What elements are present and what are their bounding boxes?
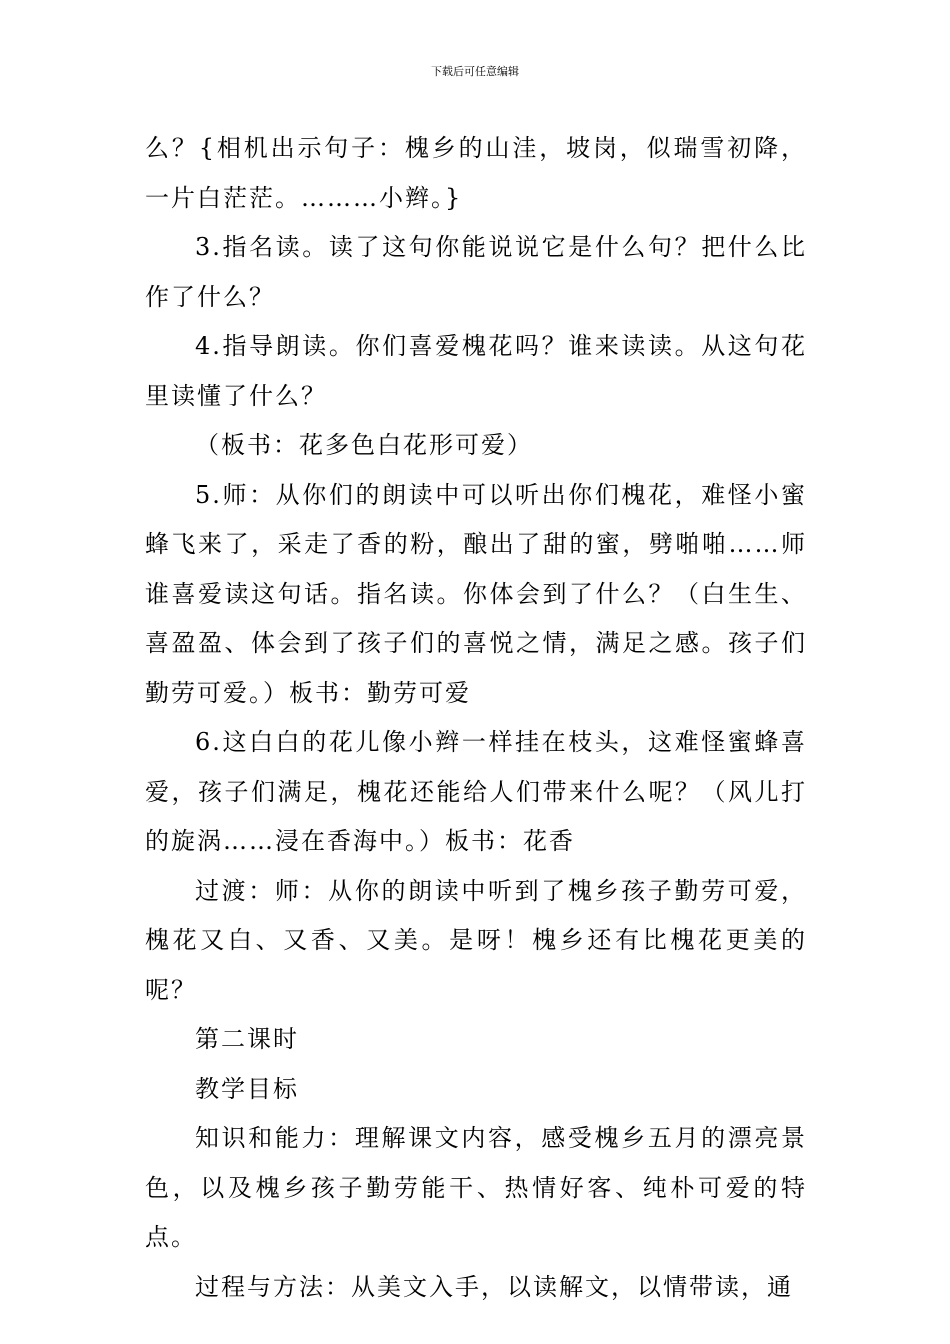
paragraph-step-5: 5.师：从你们的朗读中可以听出你们槐花，难怪小蜜蜂飞来了，采走了香的粉，酿出了甜的蜜，劈啪啪……师谁喜爱读这句话。指名读。你体会到了什么？（白生生、喜盈盈、体会到了孩子们的喜悦之情，满足之感。孩子们勤劳可爱。）板书：勤劳可爱 bbox=[145, 480, 807, 707]
paragraph-continuation: 么？{相机出示句子：槐乡的山洼，坡岗，似瑞雪初降，一片白茫茫。………小辫。} bbox=[145, 134, 807, 212]
page-header: 下载后可任意编辑 bbox=[431, 65, 519, 78]
paragraph-transition: 过渡：师：从你的朗读中听到了槐乡孩子勤劳可爱，槐花又白、又香、又美。是呀！槐乡还有比槐花更美的呢？ bbox=[145, 876, 807, 1004]
section-heading-second-lesson: 第二课时 bbox=[195, 1025, 299, 1053]
paragraph-process-method: 过程与方法：从美文入手，以读解文，以情带读，通 bbox=[195, 1272, 793, 1301]
paragraph-step-3: 3.指名读。读了这句你能说说它是什么句？把什么比作了什么？ bbox=[145, 233, 807, 311]
paragraph-knowledge-ability: 知识和能力：理解课文内容，感受槐乡五月的漂亮景色，以及槐乡孩子勤劳能干、热情好客、纯朴可爱的特点。 bbox=[145, 1124, 807, 1251]
document-body bbox=[145, 124, 807, 1312]
paragraph-board-note: （板书：花多色白花形可爱） bbox=[195, 431, 533, 459]
paragraph-step-4: 4.指导朗读。你们喜爱槐花吗？谁来读读。从这句花里读懂了什么？ bbox=[145, 332, 807, 410]
paragraph-step-6: 6.这白白的花儿像小辫一样挂在枝头，这难怪蜜蜂喜爱，孩子们满足，槐花还能给人们带来什么呢？（风儿打的旋涡……浸在香海中。）板书：花香 bbox=[145, 728, 807, 855]
section-heading-teaching-goals: 教学目标 bbox=[195, 1074, 299, 1103]
